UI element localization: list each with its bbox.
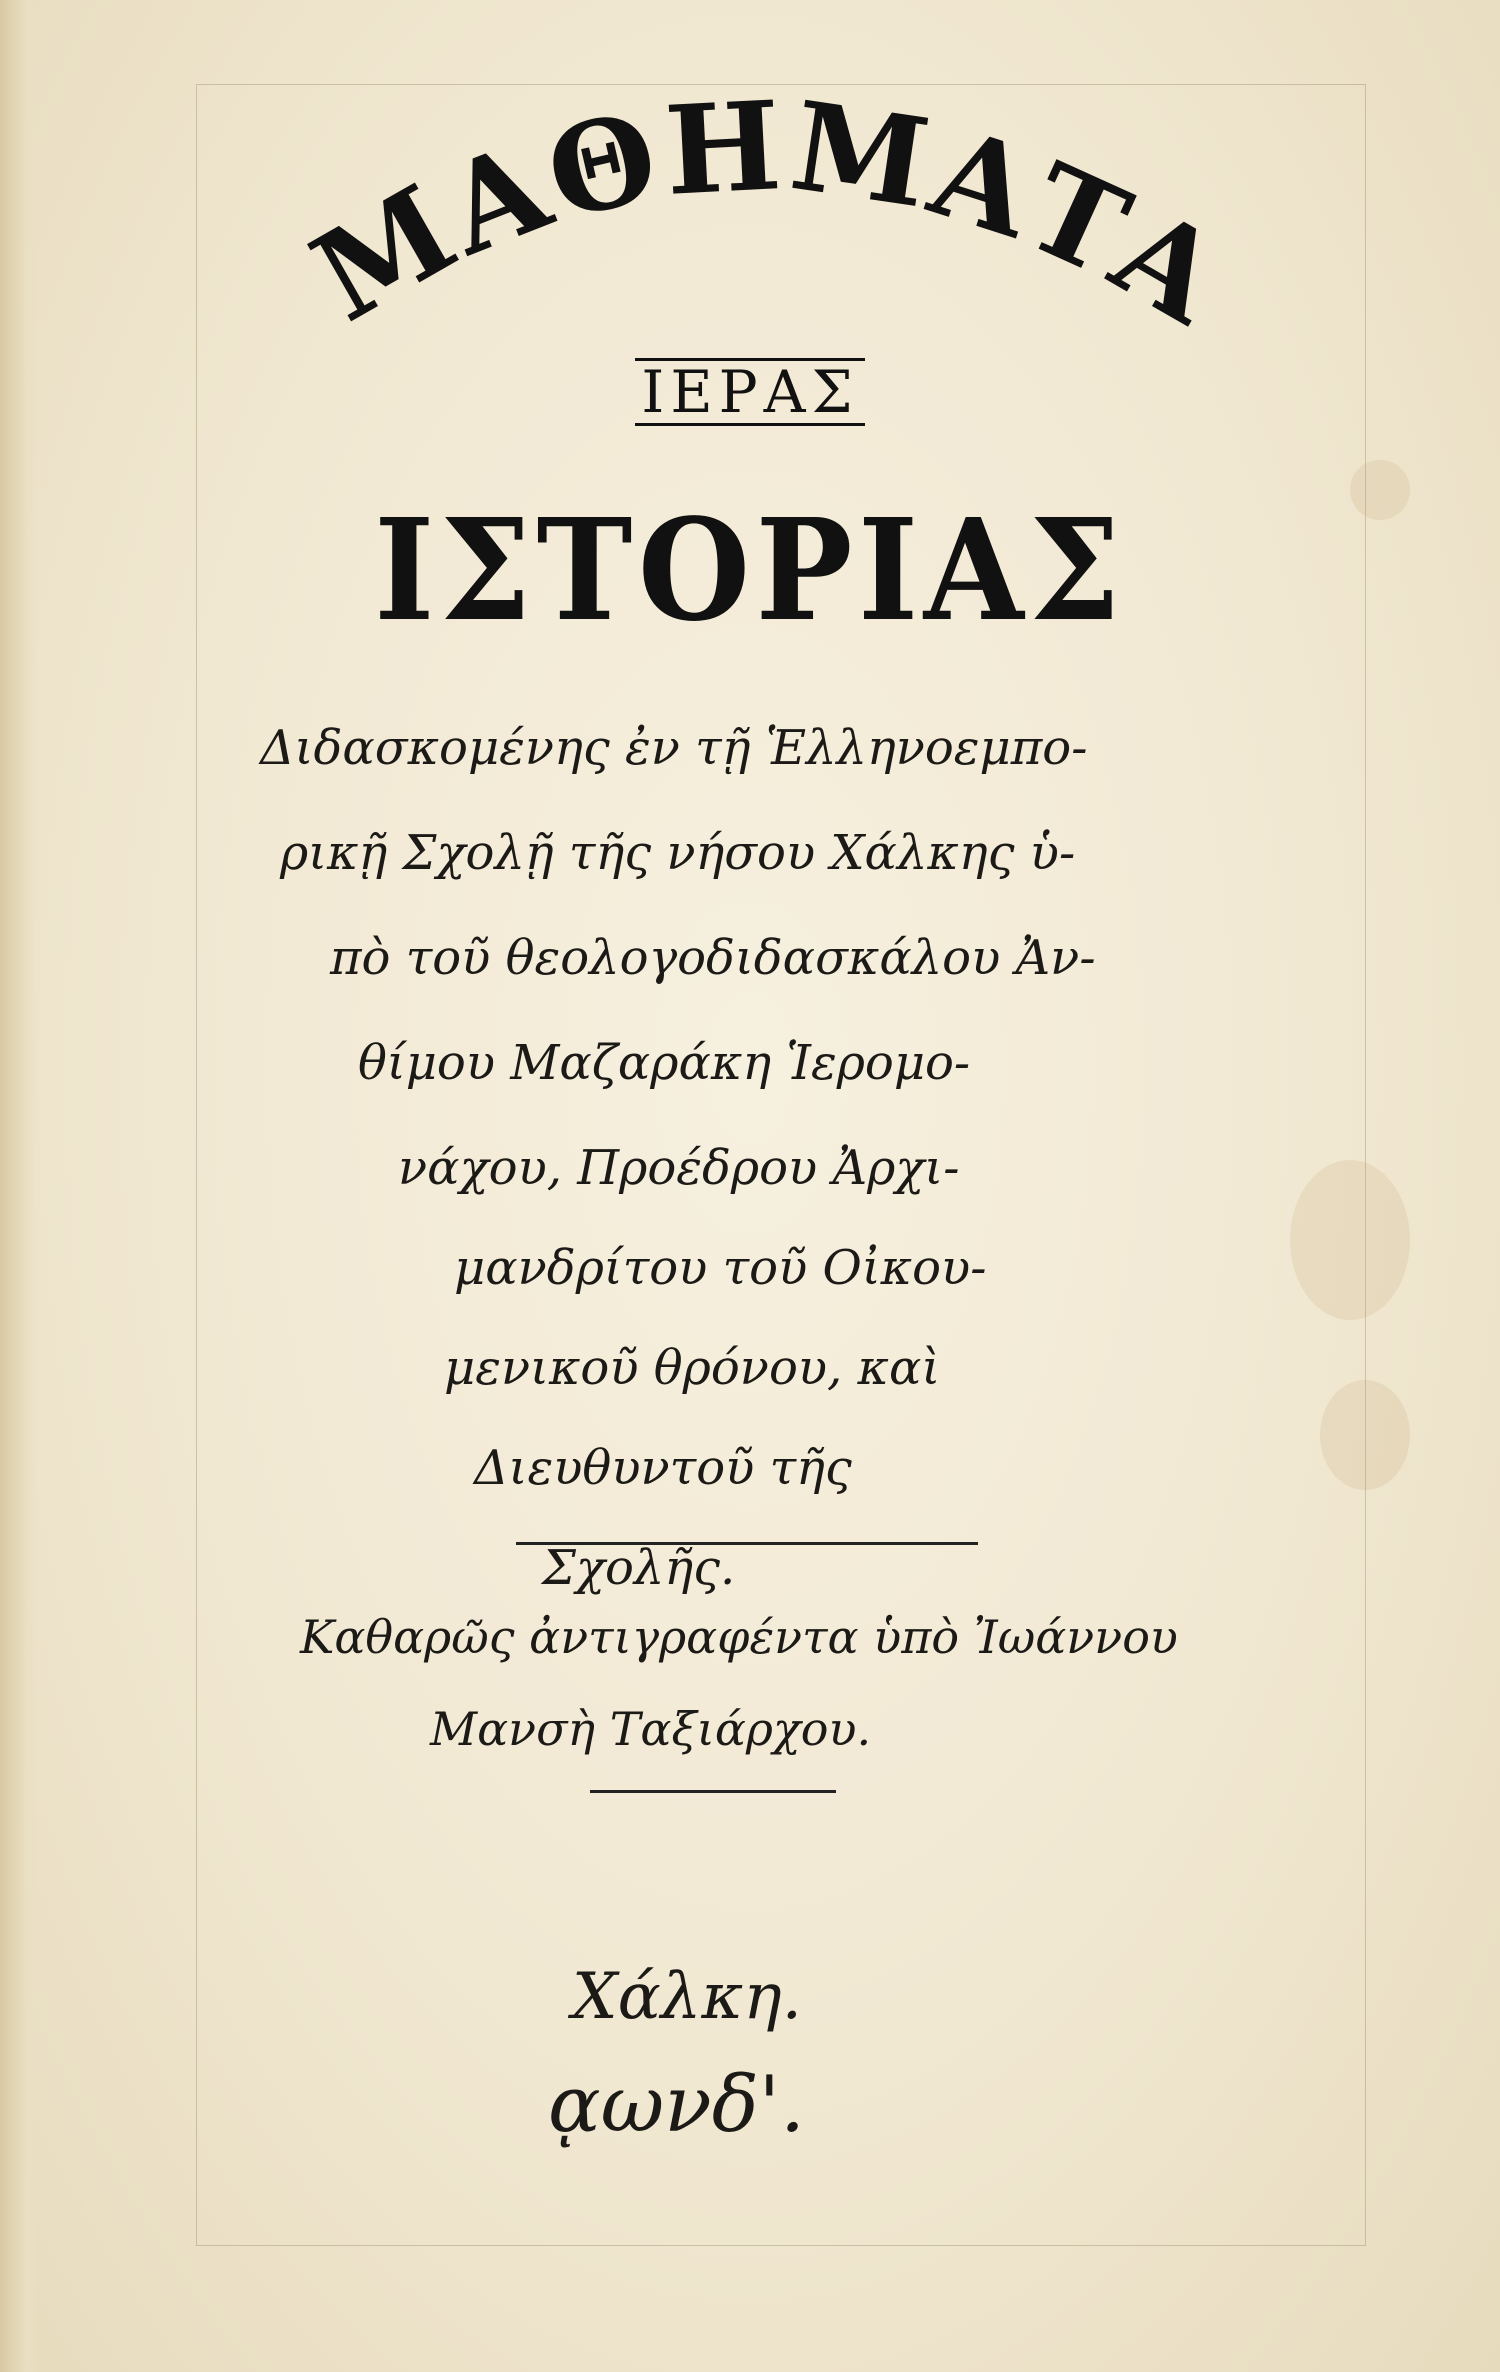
divider-rule <box>590 1790 836 1793</box>
body-line: ρικῇ Σχολῇ τῆς νήσου Χάλκης ὑ- <box>280 825 1076 881</box>
colophon-place: Χάλκη. <box>572 1960 802 2034</box>
colophon-year: ᾳωνδ'. <box>548 2060 805 2150</box>
arched-title <box>0 0 1500 520</box>
divider-rule <box>516 1542 978 1545</box>
credit-line: Καθαρῶς ἀντιγραφέντα ὑπὸ Ἰωάννου <box>300 1610 1178 1664</box>
subtitle-text: ΙΕΡΑΣ <box>635 358 864 426</box>
body-line: μανδρίτου τοῦ Οἰκου- <box>454 1240 987 1296</box>
arched-title-text: ΜΑΘΗΜΑΤΑ <box>289 72 1248 354</box>
foxing-stain <box>1290 1160 1410 1320</box>
subtitle <box>0 358 1500 426</box>
body-line: μενικοῦ θρόνου, καὶ <box>444 1340 941 1396</box>
body-line: Διευθυντοῦ τῆς <box>474 1440 852 1496</box>
body-line: νάχου, Προέδρου Ἀρχι- <box>398 1140 960 1196</box>
foxing-stain <box>1320 1380 1410 1490</box>
credit-line: Μανσὴ Ταξιάρχου. <box>430 1702 872 1756</box>
main-title: ΙΣΤΟΡΙΑΣ <box>374 489 1126 653</box>
body-line: πὸ τοῦ θεολογοδιδασκάλου Ἀν- <box>330 930 1096 986</box>
body-line: θίμου Μαζαράκη Ἱερομο- <box>358 1035 971 1091</box>
body-line: Διδασκομένης ἐν τῇ Ἑλληνοεμπο- <box>260 720 1088 776</box>
body-line: Σχολῆς. <box>542 1540 736 1596</box>
svg-text:ΜΑΘΗΜΑΤΑ <box>290 73 1248 353</box>
